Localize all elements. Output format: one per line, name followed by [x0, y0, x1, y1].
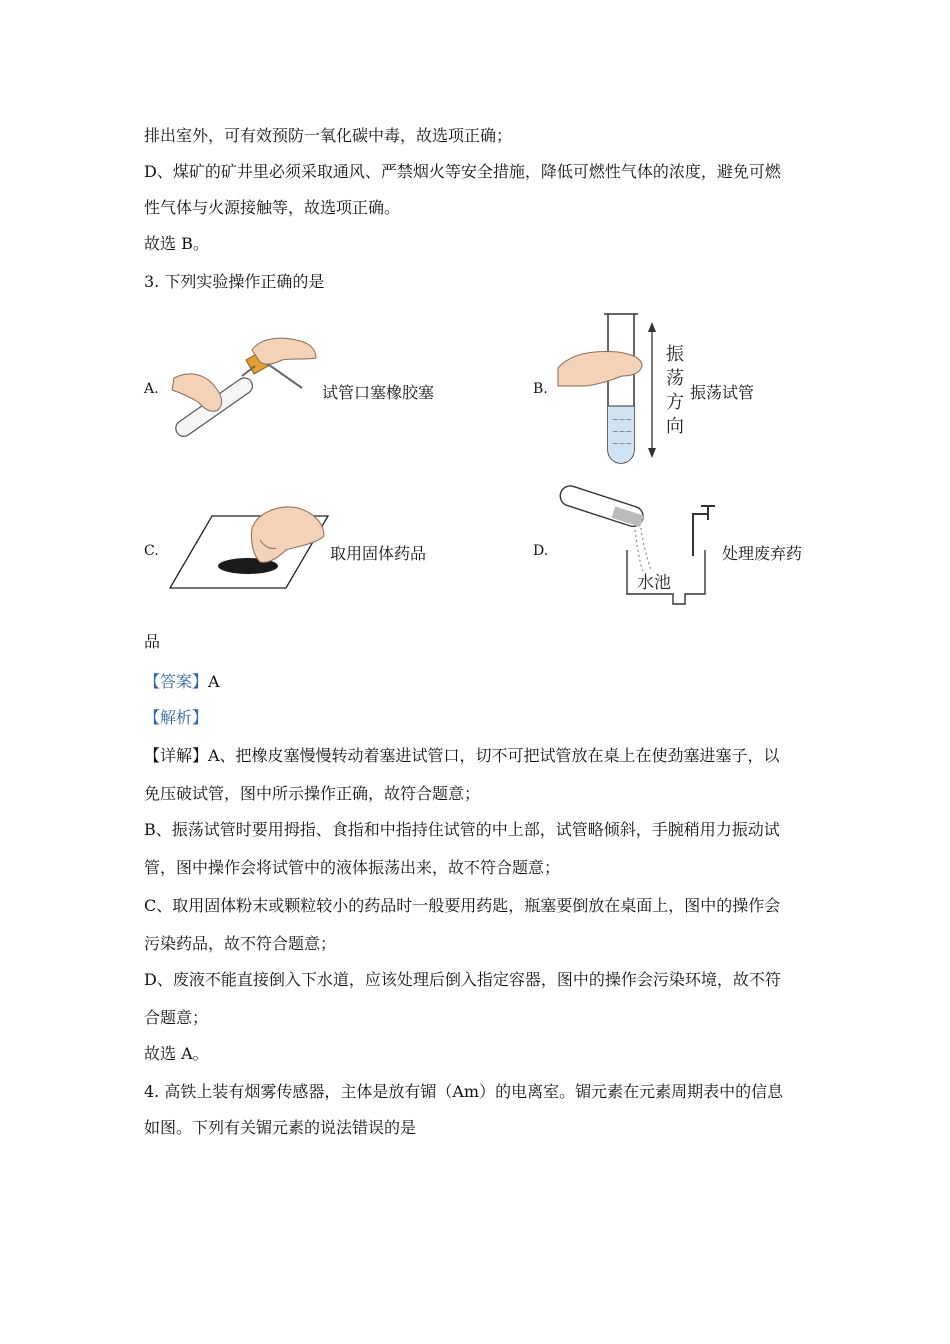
- detail-line: 免压破试管，图中所示操作正确，故符合题意；: [144, 784, 481, 803]
- detail-line: 污染药品，故不符合题意；: [144, 934, 337, 953]
- figure-solid-drug: [168, 500, 330, 596]
- detail-line: 【详解】A、把橡皮塞慢慢转动着塞进试管口，切不可把试管放在桌上在使劲塞进塞子，以: [144, 746, 780, 765]
- question-stem: 如图。下列有关镅元素的说法错误的是: [144, 1118, 417, 1137]
- analysis-label: 【解析】: [144, 708, 209, 727]
- figure-waste-disposal: [555, 484, 721, 608]
- sink-label: 水池: [637, 573, 671, 593]
- figure-shake-tube: [556, 310, 696, 466]
- option-d-caption-cont: 品: [144, 632, 161, 651]
- detail-line: B、振荡试管时要用拇指、食指和中指持住试管的中上部，试管略倾斜，手腕稍用力振动试: [144, 820, 780, 839]
- text-line: 故选 B。: [144, 234, 209, 253]
- figure-direction-char: 方: [666, 392, 684, 413]
- option-d-letter: D.: [533, 543, 549, 559]
- option-c-letter: C.: [144, 543, 159, 559]
- text-line: D、煤矿的矿井里必须采取通风、严禁烟火等安全措施，降低可燃性气体的浓度，避免可燃: [144, 162, 781, 181]
- detail-line: 故选 A。: [144, 1044, 209, 1063]
- text-line: 性气体与火源接触等，故选项正确。: [144, 198, 401, 217]
- answer-line: [144, 672, 220, 692]
- answer-value: A: [208, 672, 220, 691]
- option-c-caption: 取用固体药品: [330, 544, 427, 563]
- option-b-letter: B.: [533, 381, 548, 397]
- figure-direction-char: 向: [666, 416, 684, 437]
- option-a-letter: A.: [144, 381, 159, 397]
- detail-line: 合题意；: [144, 1008, 209, 1027]
- detail-line: D、废液不能直接倒入下水道，应该处理后倒入指定容器，图中的操作会污染环境，故不符: [144, 970, 781, 989]
- text-line: 排出室外，可有效预防一氧化碳中毒，故选项正确；: [144, 126, 513, 145]
- option-b-caption: 振荡试管: [690, 383, 755, 402]
- answer-label: 【答案】: [144, 672, 209, 691]
- svg-text:~~~: ~~~: [612, 439, 633, 448]
- svg-text:~~~: ~~~: [612, 415, 633, 424]
- figure-rubber-stopper: [170, 330, 318, 442]
- detail-line: 管，图中操作会将试管中的液体振荡出来，故不符合题意；: [144, 858, 561, 877]
- svg-text:~~~: ~~~: [612, 427, 633, 436]
- option-a-caption: 试管口塞橡胶塞: [322, 383, 435, 402]
- detail-line: C、取用固体粉末或颗粒较小的药品时一般要用药匙，瓶塞要倒放在桌面上，图中的操作会: [144, 896, 781, 915]
- question-stem: 4. 高铁上装有烟雾传感器，主体是放有镅（Am）的电离室。镅元素在元素周期表中的信息: [144, 1082, 784, 1101]
- figure-direction-char: 振: [666, 344, 684, 365]
- option-d-caption: 处理废弃药: [722, 544, 803, 563]
- question-stem: 3. 下列实验操作正确的是: [144, 272, 325, 291]
- figure-direction-char: 荡: [666, 368, 684, 389]
